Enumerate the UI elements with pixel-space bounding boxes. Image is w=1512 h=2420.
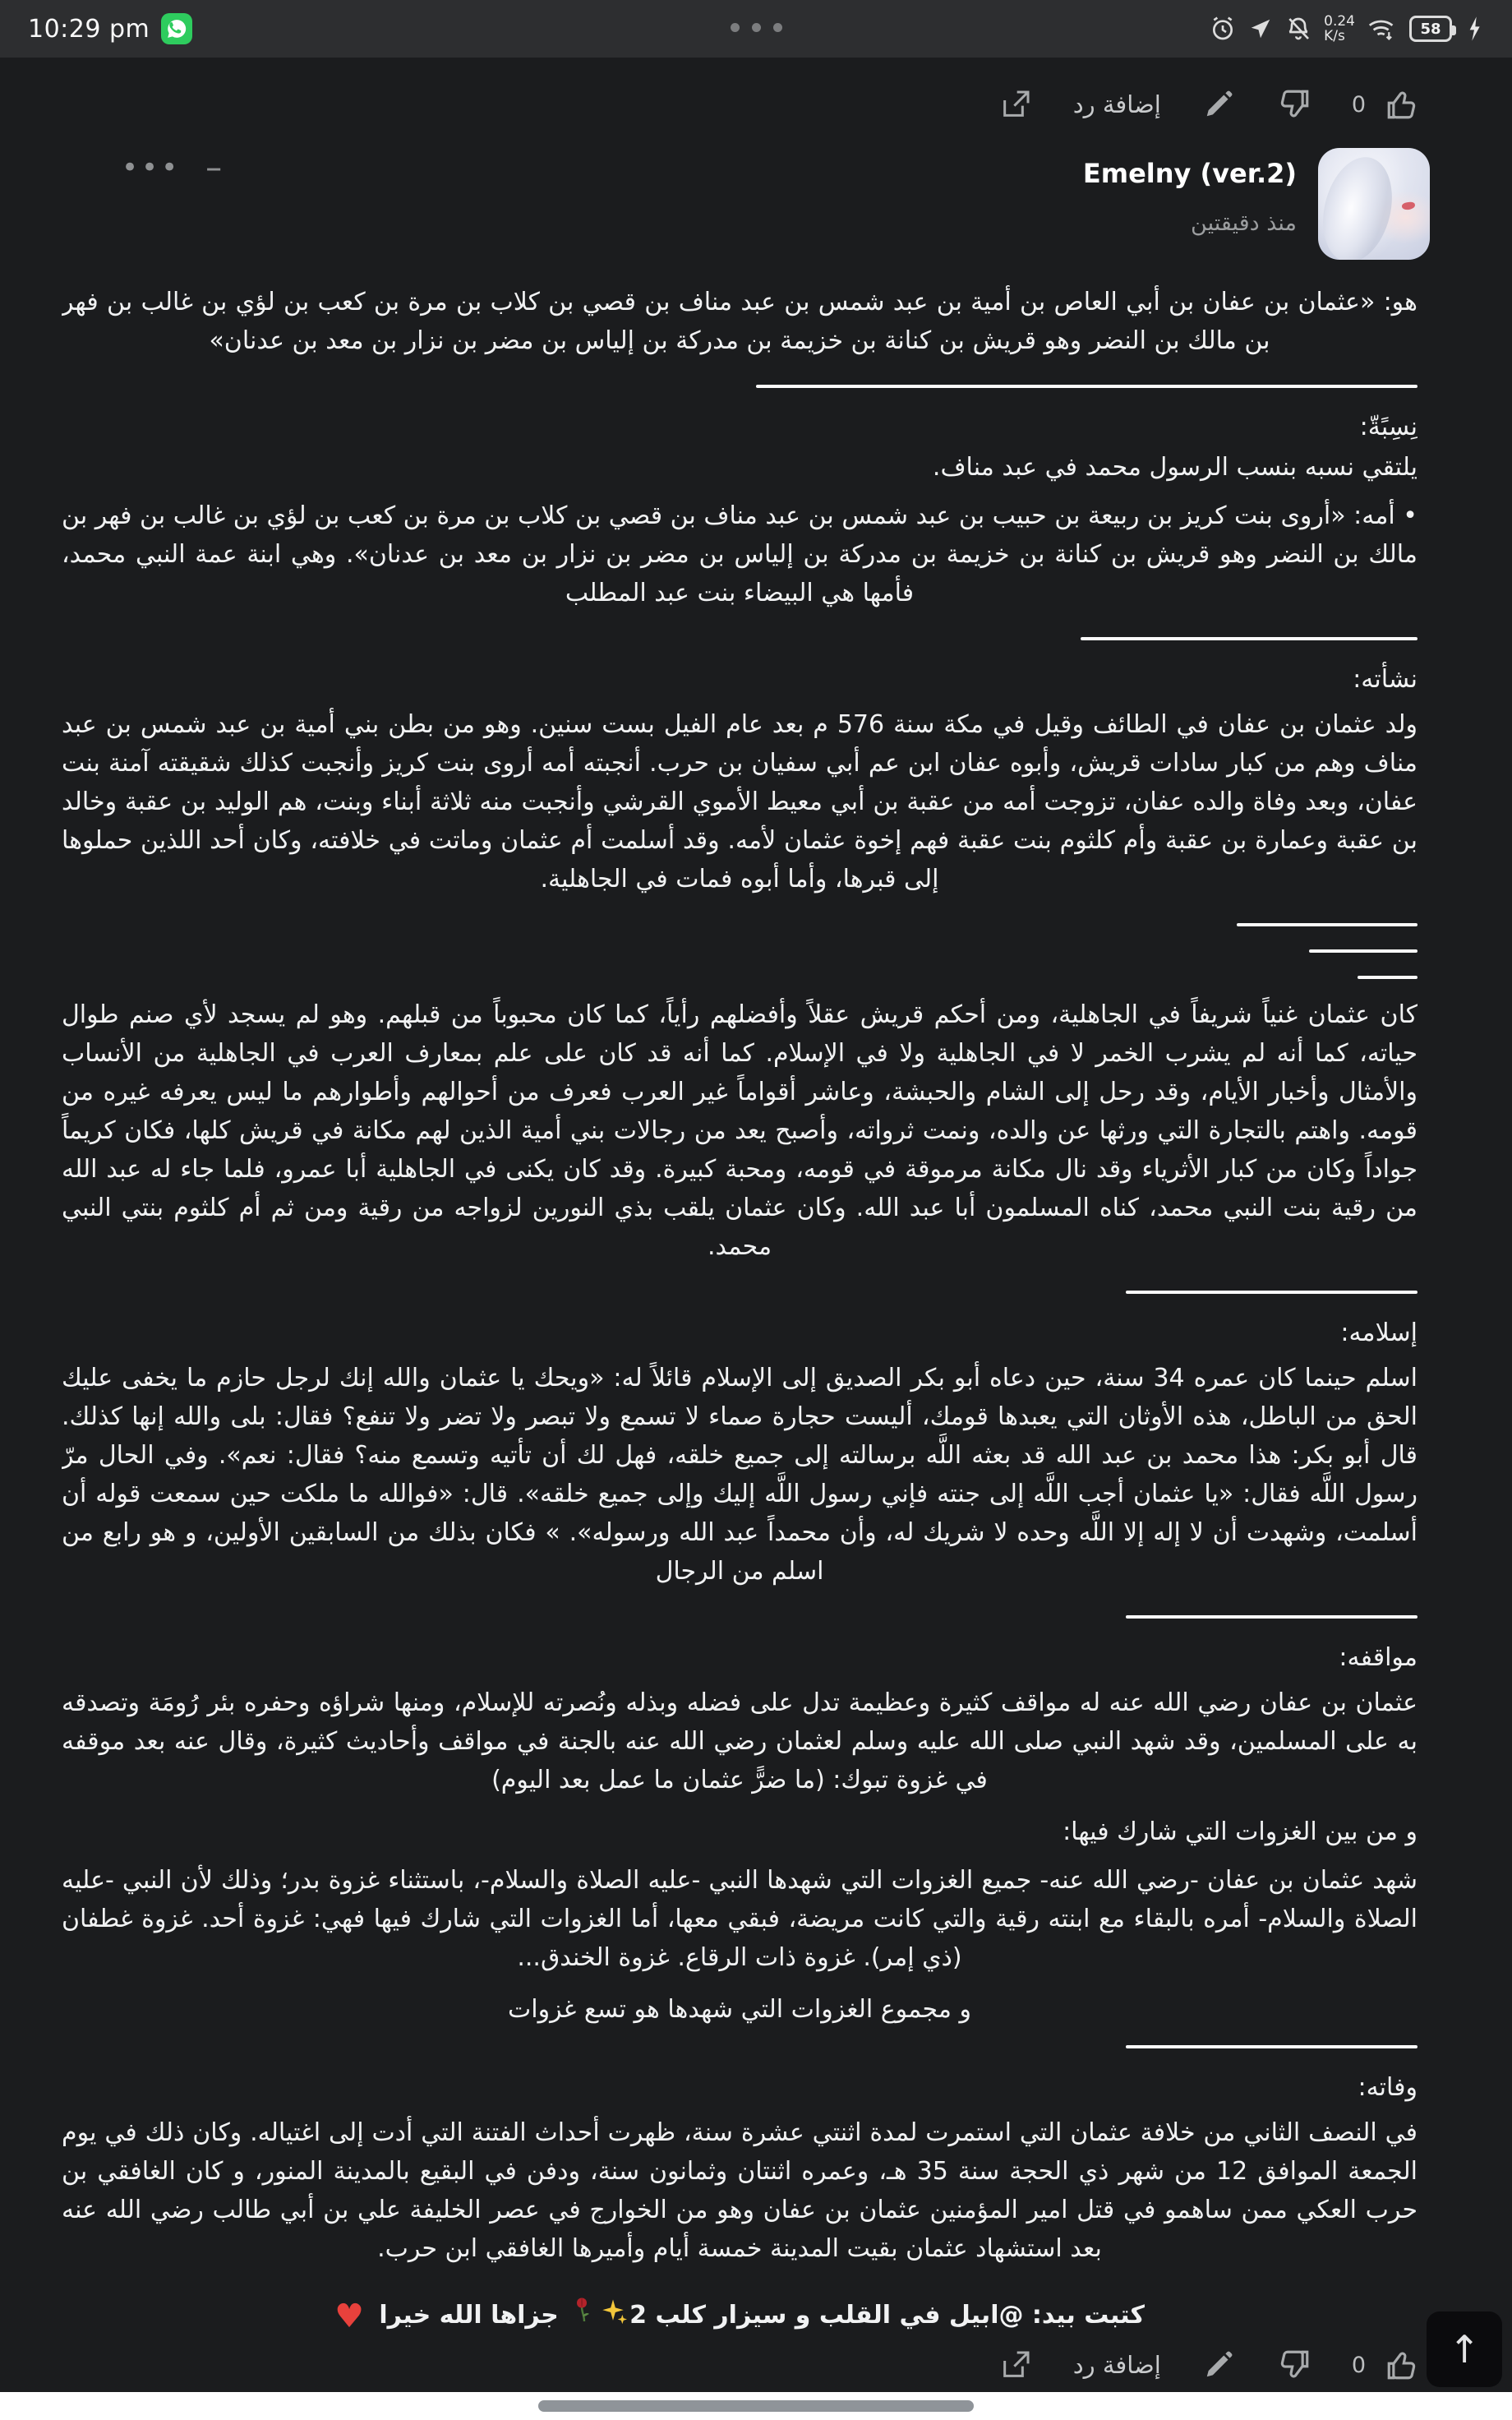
author-name[interactable]: Emelny (ver.2) xyxy=(1082,158,1297,189)
add-reply-button[interactable]: إضافة رد xyxy=(1072,2351,1161,2379)
post-controls xyxy=(122,149,223,187)
edit-pencil-icon[interactable] xyxy=(1201,86,1237,122)
gesture-nav-band xyxy=(0,2392,1512,2420)
body-text: • أمه: «أروى بنت كريز بن ربيعة بن حبيب بن عبد شمس بن عبد مناف بن قصي بن كلاب بن مرة بن كعب بن لؤي بن غالب بن فهر بن مالك بن النضر وهو قريش بن كنانة بن خزيمة بن مدركة بن إلياس بن مضر بن نزار بن معد بن عدنان». وهي ابنة عمة النبي محمد، فأمها هي البيضاء بنت عبد المطلب xyxy=(62,501,1418,607)
share-icon[interactable] xyxy=(998,2347,1034,2383)
red-heart-emoji: ♥ xyxy=(334,2298,364,2333)
divider-line xyxy=(1081,637,1418,640)
divider-line xyxy=(1126,1291,1418,1294)
wifi-icon xyxy=(1367,15,1397,43)
status-right xyxy=(1210,14,1484,44)
like-group xyxy=(1352,86,1420,122)
post-header xyxy=(0,146,1512,270)
gesture-nav-pill[interactable] xyxy=(538,2400,974,2412)
signature-tail: جزاها الله خيرا xyxy=(379,2301,559,2330)
body-text: اسلم حينما كان عمره 34 سنة، حين دعاه أبو بكر الصديق إلى الإسلام قائلاً له: «ويحك يا عثمان والله إنك لرجل حازم ما يخفى عليك الحق من الباطل، هذه الأوثان التي يعبدها قومك، أليست حجارة صماء لا تسمع ولا تبصر ولا تضر ولا تنفع؟ فقال: بلى والله إنها كذلك. قال أبو بكر: هذا محمد بن عبد الله قد بعثه اللَّه برسالته إلى جميع خلقه، فهل لك أن تأتيه وتسمع منه؟ فقال: نعم». وفي الحال مرّ رسول اللَّه فقال: «يا عثمان أجب اللَّه إلى جنته فإني رسول اللَّه إليك وإلى جميع خلقه». قال: «فوالله ما ملكت حين سمعت قوله أن أسلمت، وشهدت أن لا إله إلا اللَّه وحده لا شريك له، وأن محمداً عبد الله ورسوله». » فكان بذلك من السابقين الأولين، و هو رابع من اسلم من الرجال xyxy=(62,1364,1418,1586)
like-count: 0 xyxy=(1351,2352,1366,2378)
post-body xyxy=(62,278,1418,2333)
body-text: كان عثمان غنياً شريفاً في الجاهلية، ومن أحكم قريش عقلاً وأفضلهم رأياً، كما كان محبوباً من قبلهم. وهو لم يسجد لأي صنم طوال حياته، كما أنه لم يشرب الخمر لا في الجاهلية ولا في الإسلام. كما أنه قد كان على علم بمعارف العرب في الجاهلية من الأنساب والأمثال وأخبار الأيام، وقد رحل إلى الشام والحبشة، وعاشر أقواماً غير العرب فعرف من أحوالهم وأطوارهم ما ليس يعرفه غيره من قومه. واهتم بالتجارة التي ورثها عن والده، ونمت ثرواته، وأصبح يعد من رجالات بني أمية الذين لهم مكانة في قريش كلها، فكان كريماً جواداً وكان من كبار الأثرياء وقد نال مكانة مرموقة في قومه، ومحبة كبيرة. وقد كان يكنى في الجاهلية أبا عمرو، فلما جاء له عبد الله من رقية بنت النبي محمد، كناه المسلمون أبا عبد الله. وكان عثمان يلقب بذي النورين لزواجه من رقية ومن ثم أم كلثوم بنتي النبي محمد. xyxy=(62,1000,1418,1261)
divider-line xyxy=(1237,923,1418,926)
body-text: ولد عثمان بن عفان في الطائف وقيل في مكة سنة 576 م بعد عام الفيل بست سنين. وهو من بطن بني أمية بن عبد شمس بن عبد مناف وهم من كبار سادات قريش، وأبوه عفان ابن عم أبي سفيان بن حرب. أنجبته أمه أروى بنت كريز وأنجبت كذلك شقيقته آمنة بنت عفان، وبعد وفاة والده عفان، تزوجت أمه من عقبة بن أبي معيط الأموي القرشي وأنجبت منه ثلاثة أبناء وبنت، هم الوليد بن عقبة وخالد بن عقبة وعمارة بن عقبة وأم كلثوم بنت عقبة فهم إخوة عثمان لأمه. وقد أسلمت أم عثمان وماتت في خلافته، وكان أحد اللذين حملوها إلى قبرها، وأما أبوه فمات في الجاهلية. xyxy=(62,710,1418,894)
up-arrow-icon: ↑ xyxy=(1448,2327,1481,2372)
alarm-icon xyxy=(1210,16,1236,42)
thumbs-down-icon[interactable] xyxy=(1276,86,1312,122)
divider-line xyxy=(1126,2045,1418,2048)
wilted-rose-emoji xyxy=(569,2297,594,2333)
post-actionbar-top xyxy=(0,77,1512,132)
thumbs-up-icon[interactable] xyxy=(1384,2347,1420,2383)
body-text: في النصف الثاني من خلافة عثمان التي استمرت لمدة اثنتي عشرة سنة، ظهرت أحداث الفتنة التي أدت إلى اغتياله. وكان ذلك في يوم الجمعة الموافق 12 من شهر ذي الحجة سنة 35 هـ، وعمره اثنتان وثمانون سنة، ودفن في البقيع بالمدينة المنور، و كان الغافقي بن حرب العكي ممن ساهمو في قتل امير المؤمنين عثمان بن عفان وهو من الخوارج في عصر الخليفة علي بن أبي طالب رضي الله عنه بعد استشهاد عثمان بقيت المدينة خمسة أيام وأميرها الغافقي ابن حرب. xyxy=(62,2118,1418,2263)
body-text: و من بين الغزوات التي شارك فيها: xyxy=(1063,1817,1418,1846)
edit-pencil-icon[interactable] xyxy=(1201,2347,1237,2383)
battery-icon xyxy=(1409,16,1452,42)
section-heading: إسلامه: xyxy=(1340,1319,1418,1347)
divider-line xyxy=(756,385,1418,388)
sparkles-emoji xyxy=(599,2298,627,2333)
section-heading: نشأته: xyxy=(1353,665,1418,694)
share-icon[interactable] xyxy=(998,86,1034,122)
body-text: هو: «عثمان بن عفان بن أبي العاص بن أمية بن عبد شمس بن عبد مناف بن قصي بن كلاب بن مرة بن كعب بن لؤي بن غالب بن فهر بن مالك بن النضر وهو قريش بن كنانة بن خزيمة بن مدركة بن إلياس بن مضر بن نزار بن معد بن عدنان» xyxy=(62,288,1418,355)
like-group xyxy=(1352,2347,1420,2383)
signature-line xyxy=(62,2296,1418,2333)
section-heading: نِسِبًةّ: xyxy=(1359,413,1418,441)
like-count: 0 xyxy=(1351,91,1366,118)
status-left xyxy=(28,13,192,44)
status-bar xyxy=(0,0,1512,58)
section-heading: مواقفه: xyxy=(1339,1643,1418,1672)
whatsapp-icon xyxy=(161,13,192,44)
section-heading: وفاته: xyxy=(1358,2073,1418,2102)
avatar[interactable] xyxy=(1318,148,1430,260)
scroll-to-top-button[interactable] xyxy=(1427,2311,1502,2387)
divider-line xyxy=(1126,1615,1418,1619)
battery-percent: 58 xyxy=(1420,20,1441,38)
network-speed: 0.24 K/s xyxy=(1324,13,1355,44)
signature-lead: كتبت بيد: @ابيل في القلب و سيزار كلب 2 xyxy=(629,2301,1145,2330)
add-reply-button[interactable]: إضافة رد xyxy=(1072,90,1161,118)
body-text: عثمان بن عفان رضي الله عنه له مواقف كثيرة وعظيمة تدل على فضله وبذله ونُصرته للإسلام، ومنها شراؤه وحفره بئر رُومَة وتصدقه به على المسلمين، وقد شهد النبي صلى الله عليه وسلم لعثمان رضي الله عنه بالجنة في مواقف وأحاديث كثيرة، وقال عنه بعد موقفه في غزوة تبوك: (ما ضرًّ عثمان ما عمل بعد اليوم) xyxy=(62,1688,1418,1794)
post-actionbar-bottom xyxy=(0,2338,1512,2392)
more-options-icon[interactable]: ••• xyxy=(122,151,182,184)
thumbs-down-icon[interactable] xyxy=(1276,2347,1312,2383)
body-text: يلتقي نسبه بنسب الرسول محمد في عبد مناف. xyxy=(932,453,1418,482)
thumbs-up-icon[interactable] xyxy=(1384,86,1420,122)
divider-line xyxy=(1358,976,1418,979)
charging-bolt-icon xyxy=(1464,16,1484,42)
post-timestamp: منذ دقيقتين xyxy=(1191,210,1297,236)
location-arrow-icon xyxy=(1248,16,1273,41)
clock-time: 10:29 pm xyxy=(28,14,150,44)
post-meta xyxy=(1083,158,1297,236)
bell-muted-icon xyxy=(1285,16,1311,42)
body-text: و مجموع الغزوات التي شهدها هو تسع غزوات xyxy=(508,1995,971,2024)
divider-line xyxy=(1309,949,1418,953)
body-text: شهد عثمان بن عفان -رضي الله عنه- جميع الغزوات التي شهدها النبي -عليه الصلاة والسلام-، باستثناء غزوة بدر؛ وذلك لأن النبي -عليه الصلاة والسلام- أمره بالبقاء مع ابنته رقية والتي كانت مريضة، فبقي معها، أما الغزوات التي شارك فيها فهي: غزوة أحد. غزوة غطفان (ذي إمر). غزوة ذات الرقاع. غزوة الخندق... xyxy=(62,1866,1418,1972)
collapse-icon[interactable]: – xyxy=(205,149,223,187)
